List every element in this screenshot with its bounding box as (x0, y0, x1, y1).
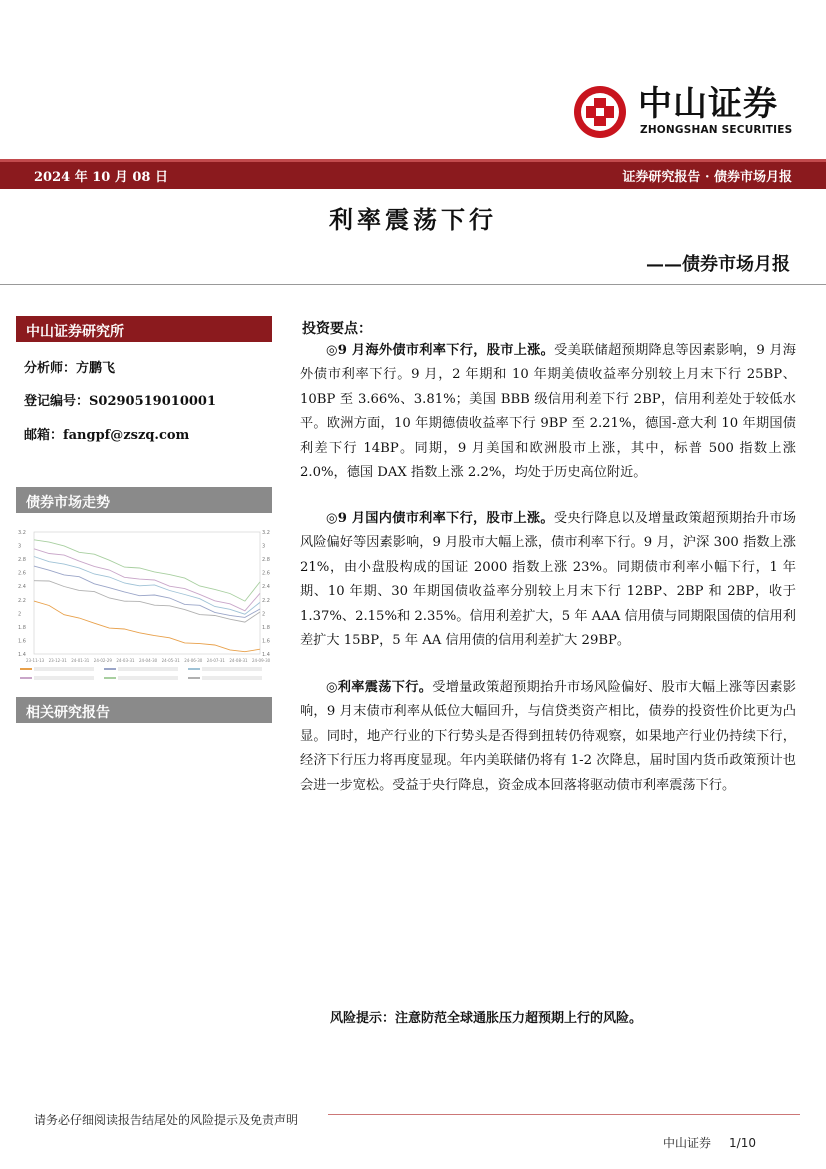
chart-legend-swatch (188, 668, 200, 670)
footer-divider (328, 1114, 800, 1115)
analyst-line (24, 357, 115, 376)
related-reports-label: 相关研究报告 (26, 705, 110, 721)
chart-right-tick: 2.4 (262, 584, 270, 591)
registration-label: 登记编号： (24, 394, 90, 409)
registration-number: S0290519010001 (89, 394, 216, 409)
paragraph-text: 受央行降息以及增量政策超预期抬升市场风险偏好等因素影响，9 月股市大幅上涨，债市利率下行。9 月，沪深 300 指数上涨 21%，由小盘股构成的国证 2000 指数上涨 23%。同期债市利率小幅下行，1 年期、10 年期、30 年期国债收益率分别较上月末下行 12BP、2BP 和 2BP，收于 1.37%、2.15%和 2.35%。信用利差扩大，5 年 AAA 信用债与同期限国债的信用利差扩大 15BP，5 年 AA 信用债的信用利差扩大 29BP。 (300, 511, 796, 649)
chart-legend-entry (118, 667, 178, 671)
chart-left-tick: 2.4 (18, 584, 26, 591)
email-address[interactable]: fangpf@zszq.com (63, 428, 190, 443)
paragraph-lead: ◎9 月国内债市利率下行，股市上涨。 (326, 511, 554, 526)
chart-legend-entry (34, 667, 94, 671)
company-logo-icon (572, 84, 628, 140)
paragraph-text: 受美联储超预期降息等因素影响，9 月海外债市利率下行。9 月，2 年期和 10 年期美债收益率分别较上月末下行 25BP、10BP 至 3.66%、3.81%；美国 BBB 级信用利差下行 2BP，信用利差处于较低水平。欧洲方面，10 年期德债收益率下行 9BP 至 2.21%，德国-意大利 10 年期国债利差下行 14BP。同期，9 月美国和欧洲股市上涨，其中，标普 500 指数上涨 2.0%，德国 DAX 指数上涨 2.2%，均处于历史高位附近。 (300, 343, 796, 481)
chart-x-tick: 24-04-30 (139, 658, 158, 663)
disclaimer-note: 请务必仔细阅读报告结尾处的风险提示及免责声明 (34, 1113, 299, 1127)
footer-company: 中山证券 (663, 1136, 712, 1150)
paragraph-outlook (300, 676, 796, 798)
chart-x-tick: 23-11-13 (26, 658, 45, 663)
chart-right-tick: 1.6 (262, 638, 270, 645)
report-date: 2024 年 10 月 08 日 (34, 170, 168, 185)
chart-legend-swatch (20, 668, 32, 670)
analyst-label: 分析师： (24, 361, 77, 376)
institute-header (16, 316, 272, 342)
header-banner (0, 159, 826, 189)
logo-name-en: ZHONGSHAN SECURITIES (640, 124, 793, 136)
chart-right-tick: 3 (262, 543, 266, 550)
logo-name-cn: 中山证券 (638, 84, 778, 124)
chart-series-line (34, 566, 260, 617)
chart-legend-entry (118, 676, 178, 680)
section-heading: 投资要点： (302, 321, 372, 337)
chart-left-tick: 3 (18, 543, 22, 550)
report-subtitle: ——债券市场月报 (646, 254, 790, 275)
page-number: 1/10 (729, 1136, 756, 1150)
paragraph-lead: ◎9 月海外债市利率下行，股市上涨。 (326, 343, 555, 358)
chart-x-tick: 24-07-31 (206, 658, 225, 663)
chart-series-line (34, 557, 260, 615)
email-label: 邮箱： (24, 428, 64, 443)
chart-right-tick: 2.8 (262, 557, 270, 564)
related-reports-header (16, 697, 272, 723)
chart-x-tick: 24-09-30 (252, 658, 271, 663)
chart-x-tick: 23-12-31 (48, 658, 67, 663)
chart-legend-entry (202, 667, 262, 671)
chart-legend-swatch (20, 677, 32, 679)
chart-left-tick: 2.8 (18, 557, 26, 564)
risk-warning: 风险提示：注意防范全球通胀压力超预期上行的风险。 (330, 1011, 643, 1026)
chart-x-tick: 24-02-29 (93, 658, 112, 663)
chart-legend-entry (202, 676, 262, 680)
chart-x-tick: 24-03-31 (116, 658, 135, 663)
market-trend-label: 债券市场走势 (26, 495, 110, 511)
report-title: 利率震荡下行 (329, 205, 497, 234)
chart-legend-swatch (104, 677, 116, 679)
report-category: 证券研究报告 · 债券市场月报 (622, 170, 792, 185)
chart-left-tick: 2.2 (18, 597, 26, 604)
paragraph-text: 受增量政策超预期抬升市场风险偏好、股市大幅上涨等因素影响，9 月末债市利率从低位大幅回升，与信贷类资产相比，债券的投资性价比更为凸显。同时，地产行业的下行势头是否得到扭转仍待观察，如果地产行业仍持续下行，经济下行压力将再度显现。年内美联储仍将有 1-2 次降息，届时国内货币政策预计也会进一步宽松。受益于央行降息，资金成本回落将驱动债市利率震荡下行。 (300, 680, 796, 793)
chart-left-tick: 2 (18, 611, 22, 618)
chart-left-tick: 1.8 (18, 624, 26, 631)
chart-series-line (34, 540, 260, 601)
chart-legend-entry (34, 676, 94, 680)
registration-line (24, 390, 216, 409)
chart-right-tick: 1.4 (262, 652, 270, 658)
chart-right-tick: 1.8 (262, 624, 270, 631)
paragraph-lead: ◎利率震荡下行。 (326, 680, 433, 695)
chart-series-line (34, 549, 260, 611)
chart-right-tick: 3.2 (262, 530, 270, 536)
market-trend-header (16, 487, 272, 513)
chart-right-tick: 2.2 (262, 597, 270, 604)
chart-x-tick: 24-06-30 (184, 658, 203, 663)
chart-left-tick: 3.2 (18, 530, 26, 536)
chart-left-tick: 2.6 (18, 570, 26, 577)
chart-x-tick: 24-05-31 (161, 658, 180, 663)
analyst-name: 方鹏飞 (76, 361, 116, 376)
chart-left-tick: 1.6 (18, 638, 26, 645)
chart-legend-swatch (188, 677, 200, 679)
chart-left-tick: 1.4 (18, 652, 26, 658)
footer-page-info (663, 1134, 756, 1151)
chart-x-tick: 24-08-31 (229, 658, 248, 663)
chart-plot-frame (34, 532, 260, 654)
paragraph-overseas (300, 339, 796, 485)
chart-legend-swatch (104, 668, 116, 670)
chart-right-tick: 2 (262, 611, 266, 618)
chart-right-tick: 2.6 (262, 570, 270, 577)
email-line (24, 424, 189, 443)
paragraph-domestic (300, 507, 796, 653)
divider (0, 284, 826, 285)
institute-label: 中山证券研究所 (26, 324, 124, 340)
chart-x-tick: 24-01-31 (71, 658, 90, 663)
bond-market-trend-chart (16, 520, 272, 690)
